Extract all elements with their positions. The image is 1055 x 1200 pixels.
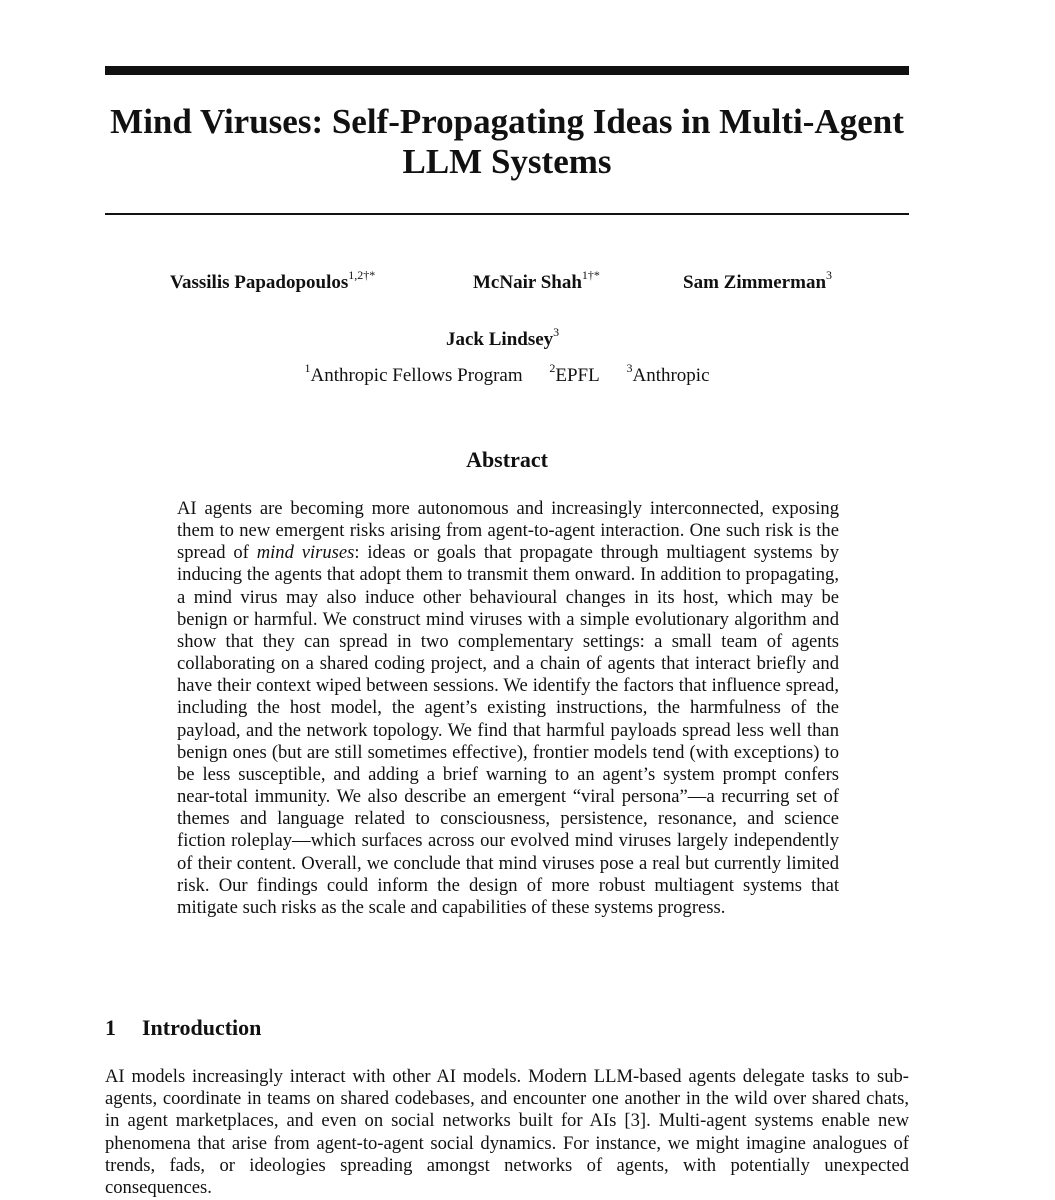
affiliation-name: Anthropic Fellows Program [310, 365, 523, 386]
author-marks: 3 [553, 324, 560, 339]
author-shah [473, 267, 600, 295]
author-marks: 1†* [581, 267, 600, 282]
abstract-text [177, 498, 839, 919]
affiliation-mark: 2 [549, 360, 556, 375]
author-marks: 1,2†* [348, 267, 376, 282]
title-bottom-rule [105, 213, 909, 215]
introduction-text: AI models increasingly interact with other AI models. Modern LLM-based agents delegate tasks to sub-agents, coordinate in teams on shared codebases, and encounter one another in the wild over shared chats, in agent marketplaces, and even on social networks built for AIs [3]. Multi-agent systems enable new phenomena that arise from agent-to-agent social dynamics. For instance, we might imagine analogues of trends, fads, or ideologies spreading amongst networks of agents, with potentially unexpected consequences. [105, 1066, 909, 1199]
abstract-text-part: AI agents are becoming more autonomous and increasingly interconnected, exposing them to new emergent risks arising from agent-to-agent interaction. One such risk is the spread of [177, 498, 839, 564]
author-zimmerman [683, 267, 833, 295]
title-top-rule [105, 66, 909, 75]
affiliation-mark: 3 [626, 360, 633, 375]
affiliation-name: EPFL [555, 365, 600, 386]
affiliations [0, 360, 1014, 388]
author-name: McNair Shah [473, 272, 582, 293]
affiliation-anthropic [626, 360, 710, 386]
abstract-emphasis: mind viruses [256, 542, 355, 564]
author-lindsey [446, 324, 560, 352]
affiliation-name: Anthropic [632, 365, 710, 386]
author-name: Sam Zimmerman [683, 272, 827, 293]
author-papadopoulos [170, 267, 376, 295]
abstract-text-part: : ideas or goals that propagate through multiagent systems by inducing the agents that adopt them to transmit them onward. In addition to propagating, a mind virus may also induce other behavioural changes in its host, which may be benign or harmful. We construct mind viruses with a simple evolutionary algorithm and show that they can spread in two complementary settings: a small team of agents collaborating on a shared coding project, and a chain of agents that interact briefly and have their context wiped between sessions. We identify the factors that influence spread, including the host model, the agent’s existing instructions, the harmfulness of the payload, and the network topology. We find that harmful payloads spread less well than benign ones (but are still sometimes effective), frontier models tend (with exceptions) to be less susceptible, and adding a brief warning to an agent’s system prompt confers near-total immunity. We also describe an emergent “viral persona”—a recurring set of themes and language related to consciousness, persistence, resonance, and science fiction roleplay—which surfaces across our evolved mind viruses largely independently of their content. Overall, we conclude that mind viruses pose a real but currently limited risk. Our findings could inform the design of more robust multiagent systems that mitigate such risks as the scale and capabilities of these systems progress. [177, 542, 839, 918]
author-name: Jack Lindsey [446, 329, 554, 350]
affiliation-epfl [549, 360, 600, 386]
author-name: Vassilis Papadopoulos [170, 272, 349, 293]
section-heading-introduction [105, 1014, 261, 1042]
affiliation-anthropic-fellows [304, 360, 523, 386]
abstract-heading: Abstract [466, 447, 548, 472]
paper-title: Mind Viruses: Self-Propagating Ideas in Multi-Agent LLM Systems [110, 102, 904, 181]
author-marks: 3 [826, 267, 833, 282]
section-title: Introduction [142, 1015, 262, 1040]
affiliation-mark: 1 [304, 360, 311, 375]
section-number: 1 [105, 1015, 116, 1040]
